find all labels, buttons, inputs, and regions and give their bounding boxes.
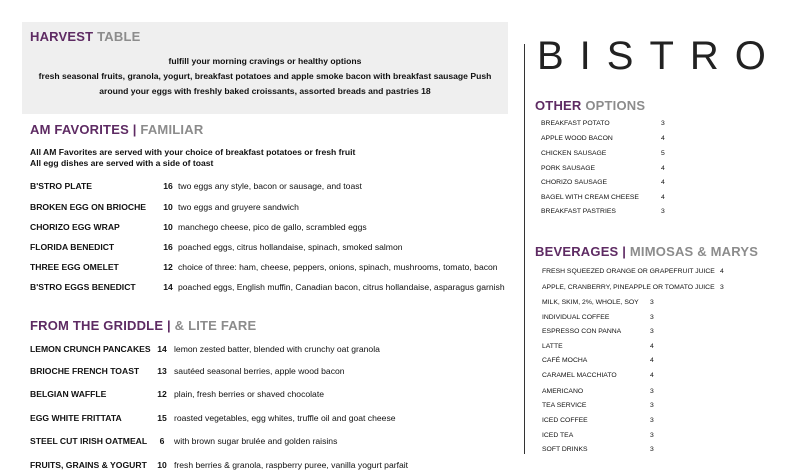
menu-item-name: BROKEN EGG ON BRIOCHE [30,202,147,212]
am-favorites-intro: All AM Favorites are served with your choice of breakfast potatoes or fresh fruit All egg dishes are served with a side of toast [30,147,356,168]
menu-item-name: B'STRO PLATE [30,181,93,191]
menu-item-price: 10 [163,222,173,232]
menu-item-description: sautéed seasonal berries, apple wood bacon [174,366,345,376]
menu-item-name: STEEL CUT IRISH OATMEAL [30,436,148,446]
harvest-line: fulfill your morning cravings or healthy options [168,56,362,66]
menu-item-name: FLORIDA BENEDICT [30,242,115,252]
beverages-title: BEVERAGES | MIMOSAS & MARYS [535,244,759,259]
harvest-table-box [22,22,508,114]
menu-item-description: poached eggs, citrus hollandaise, spinach, smoked salmon [178,242,403,252]
menu-item-description: poached eggs, English muffin, Canadian bacon, citrus hollandaise, asparagus garnish [178,282,505,292]
menu-item-price: 6 [159,436,165,446]
column-divider [524,44,525,454]
menu-item-price: 16 [163,181,173,191]
menu-item-name: THREE EGG OMELET [30,262,119,272]
menu-item-name: EGG WHITE FRITTATA [30,413,122,423]
menu-item-name: BRIOCHE FRENCH TOAST [30,366,140,376]
menu-item-name: BELGIAN WAFFLE [30,389,107,399]
menu-item-price: 12 [157,389,167,399]
menu-item-description: lemon zested batter, blended with crunchy oat granola [174,344,380,354]
menu-item-description: fresh berries & granola, raspberry puree, vanilla yogurt parfait [174,460,409,470]
menu-item-description: roasted vegetables, egg whites, truffle oil and goat cheese [174,413,396,423]
menu-item-name: B'STRO EGGS BENEDICT [30,282,136,292]
harvest-table-description [22,54,508,99]
menu-item-name: LEMON CRUNCH PANCAKES [30,344,151,354]
harvest-table-title: HARVEST TABLE [30,29,141,44]
menu-item-name: FRUITS, GRAINS & YOGURT [30,460,147,470]
other-options-title: OTHER OPTIONS [535,98,646,113]
harvest-line: around your eggs with freshly baked croissants, assorted breads and pastries 18 [99,86,431,96]
menu-item-price: 10 [157,460,167,470]
menu-item-price: 14 [157,344,167,354]
menu-item-price: 15 [157,413,167,423]
menu-item-price: 13 [157,366,167,376]
menu-item-description: two eggs any style, bacon or sausage, and toast [178,181,362,191]
menu-item-description: choice of three: ham, cheese, peppers, onions, spinach, mushrooms, tomato, bacon [178,262,498,272]
menu-item-description: manchego cheese, pico de gallo, scrambled eggs [178,222,367,232]
menu-item-price: 12 [163,262,173,272]
menu-item-price: 16 [163,242,173,252]
am-favorites-title: AM FAVORITES | FAMILIAR [30,122,204,137]
menu-item-price: 14 [163,282,173,292]
harvest-line: fresh seasonal fruits, granola, yogurt, breakfast potatoes and apple smoke bacon with breakfast sausage Push [38,71,492,81]
menu-item-name: CHORIZO EGG WRAP [30,222,120,232]
menu-item-description: with brown sugar brulée and golden raisins [174,436,338,446]
brand-logo: BISTRO [537,34,782,78]
menu-item-description: two eggs and gruyere sandwich [178,202,299,212]
griddle-title: FROM THE GRIDDLE | & LITE FARE [30,318,257,333]
menu-item-description: plain, fresh berries or shaved chocolate [174,389,324,399]
menu-item-price: 10 [163,202,173,212]
